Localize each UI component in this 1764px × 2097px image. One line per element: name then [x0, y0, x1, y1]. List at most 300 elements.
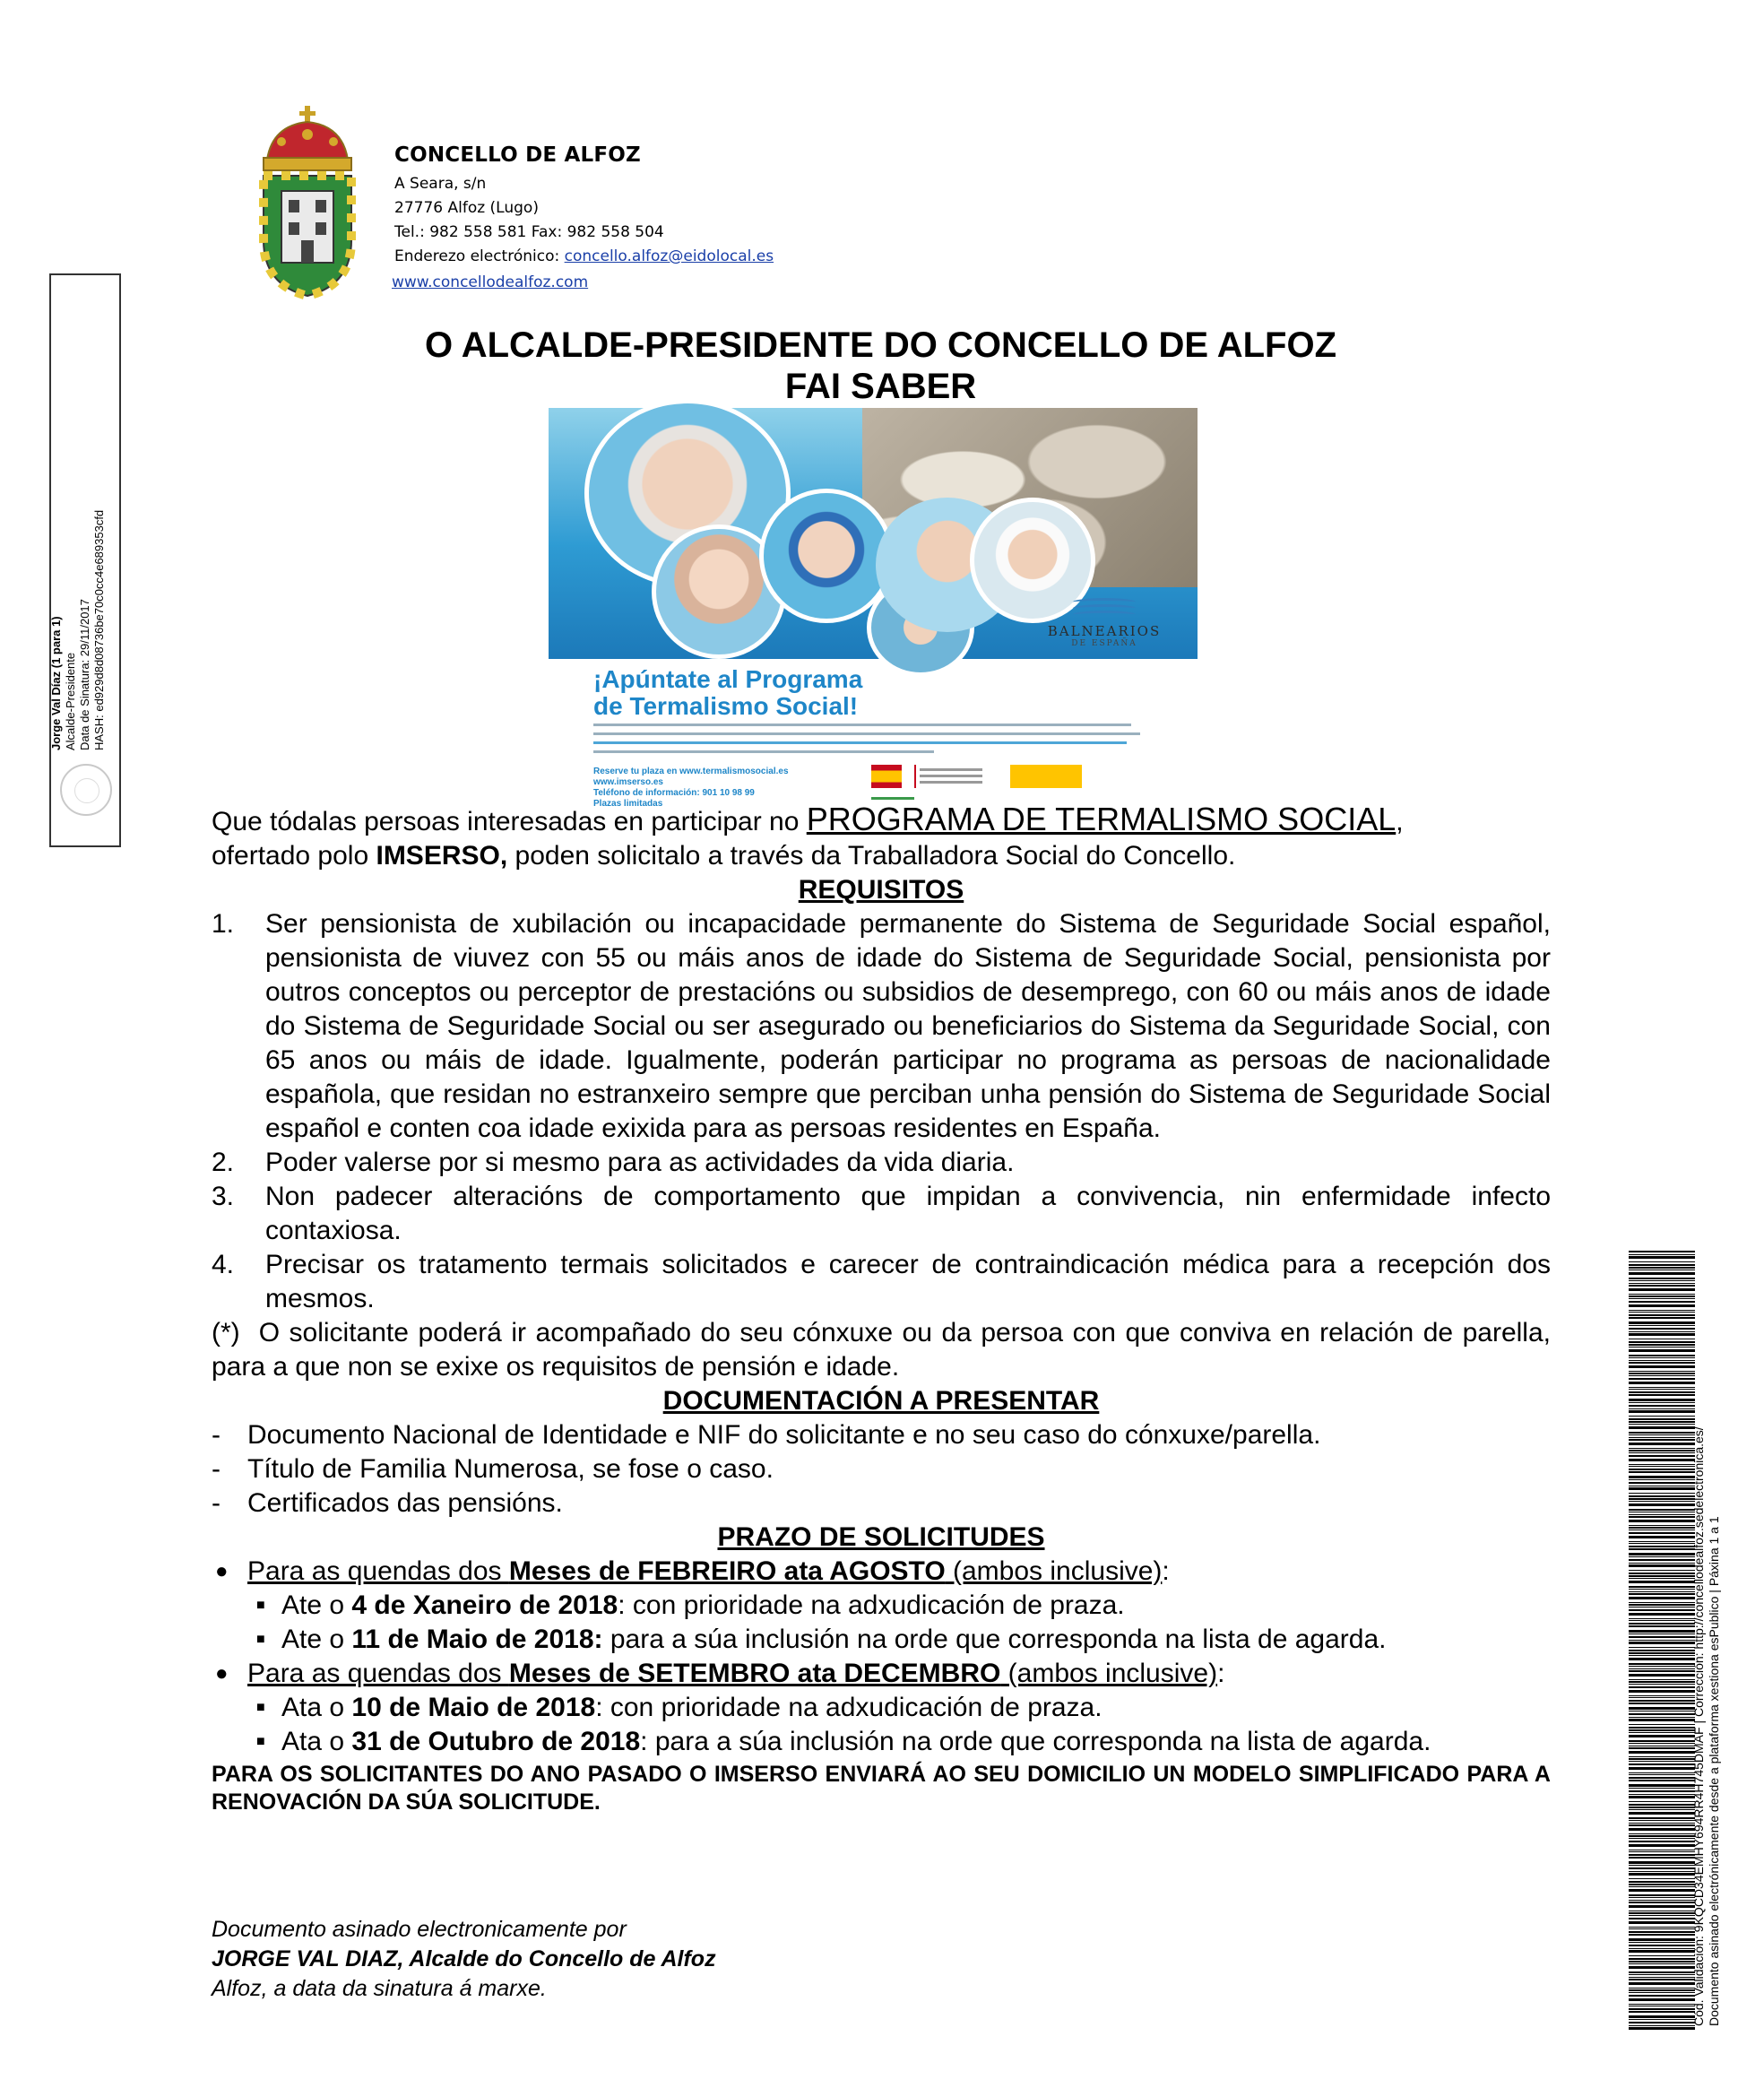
note-text: O solicitante poderá ir acompañado do seu cónxuxe ou da persoa con que conviva en relación de parella, para a que non se exixe os requisitos de pensión e idade. — [212, 1318, 1551, 1382]
barcode-bar — [1629, 1915, 1695, 1916]
barcode-bar — [1629, 1609, 1695, 1611]
barcode-bar — [1629, 1264, 1695, 1266]
barcode-bar — [1629, 2011, 1695, 2013]
barcode-bar — [1629, 1503, 1695, 1506]
prazo-item-text: : con prioridade na adxudicación de praza. — [618, 1590, 1125, 1620]
termalismo-poster-image — [549, 408, 1198, 809]
barcode-bar — [1629, 1459, 1695, 1461]
barcode-bar — [1629, 1740, 1695, 1742]
government-logos — [871, 765, 1140, 792]
barcode-bar — [1629, 1998, 1695, 2001]
documentacion-text: Título de Familia Numerosa, se fose o caso. — [247, 1454, 774, 1484]
organization-phone: Tel.: 982 558 581 Fax: 982 558 504 — [394, 223, 664, 241]
signature-date: Data de Sinatura: 29/11/2017 — [78, 599, 91, 750]
barcode-bar — [1629, 1321, 1695, 1324]
barcode-bar — [1629, 1772, 1695, 1773]
barcode-bar — [1629, 1452, 1695, 1453]
barcode-bar — [1629, 1455, 1695, 1457]
prazo-item-date: 4 de Xaneiro de 2018 — [351, 1590, 618, 1620]
barcode-bar — [1629, 1971, 1695, 1973]
barcode-bar — [1629, 1434, 1695, 1435]
documentacion-heading: DOCUMENTACIÓN A PRESENTAR — [662, 1386, 1100, 1416]
signer-name: Jorge Val Díaz (1 para 1) — [49, 616, 63, 750]
barcode-bar — [1629, 1881, 1695, 1883]
barcode-bar — [1629, 1679, 1695, 1680]
barcode-bar — [1629, 1272, 1695, 1275]
barcode-bar — [1629, 1543, 1695, 1544]
barcode-bar — [1629, 1681, 1695, 1683]
poster-headline-line-2: de Termalismo Social! — [593, 692, 859, 720]
requisitos-note — [212, 1316, 1551, 1384]
barcode-bar — [1629, 1357, 1695, 1358]
coat-of-arms-logo — [255, 106, 360, 299]
barcode-bar — [1629, 1900, 1695, 1901]
barcode-bar — [1629, 1589, 1695, 1590]
barcode-bar — [1629, 1902, 1695, 1903]
poster-headline-line-1: ¡Apúntate al Programa — [593, 665, 863, 693]
barcode-bar — [1629, 1541, 1695, 1542]
barcode-bar — [1629, 1426, 1695, 1429]
barcode-bar — [1629, 1871, 1695, 1872]
prazo-item — [212, 1589, 1551, 1623]
barcode-bar — [1629, 1408, 1695, 1409]
barcode-bar — [1629, 1618, 1695, 1619]
barcode-bar — [1629, 1838, 1695, 1839]
prazo-item-text: para a súa inclusión na orde que corresponda na lista de agarda. — [602, 1625, 1387, 1654]
intro-text: Que tódalas persoas interesadas en participar no — [212, 807, 807, 836]
signature-stamp-text — [49, 510, 107, 750]
barcode-bar — [1629, 1743, 1695, 1744]
barcode-bar — [1629, 1684, 1695, 1685]
barcode-bar — [1629, 1365, 1695, 1368]
requisitos-heading: REQUISITOS — [798, 875, 964, 905]
imserso-name: IMSERSO, — [376, 841, 508, 871]
barcode-bar — [1629, 1955, 1695, 1956]
barcode-bar — [1629, 1647, 1695, 1648]
barcode-bar — [1629, 1471, 1695, 1473]
barcode-bar — [1629, 1963, 1695, 1964]
barcode-bar — [1629, 1476, 1695, 1478]
barcode-bar — [1629, 1824, 1695, 1826]
email-link[interactable]: concello.alfoz@eidolocal.es — [564, 247, 774, 265]
barcode-bar — [1629, 1387, 1695, 1388]
barcode-bar — [1629, 1399, 1695, 1401]
barcode-bar — [1629, 1493, 1695, 1494]
prazo-heading: PRAZO DE SOLICITUDES — [717, 1522, 1045, 1552]
barcode-bar — [1629, 1961, 1695, 1963]
barcode-bar — [1629, 1640, 1695, 1641]
organization-name: CONCELLO DE ALFOZ — [394, 143, 641, 167]
intro-text: ofertado polo — [212, 841, 376, 871]
prazo-group-post: (ambos inclusive) — [945, 1556, 1163, 1586]
barcode-bar — [1629, 1570, 1695, 1571]
barcode-bar — [1629, 1703, 1695, 1704]
barcode-bar — [1629, 1989, 1695, 1991]
barcode-bar — [1629, 1982, 1695, 1985]
organization-postal-code: 27776 Alfoz (Lugo) — [394, 199, 539, 217]
barcode-bar — [1629, 1928, 1695, 1929]
barcode-bar — [1629, 1525, 1695, 1526]
note-marker: (*) — [212, 1318, 240, 1347]
barcode-bar — [1629, 1861, 1695, 1864]
barcode-bar — [1629, 1697, 1695, 1698]
barcode-bar — [1629, 1410, 1695, 1413]
barcode-bar — [1629, 1328, 1695, 1330]
barcode-bar — [1629, 1432, 1695, 1434]
document-body — [212, 802, 1551, 1816]
poster-headline — [593, 666, 862, 720]
barcode-bar — [1629, 1559, 1695, 1561]
barcode-bar — [1629, 1835, 1695, 1837]
barcode-bar — [1629, 1295, 1695, 1297]
barcode-bar — [1629, 1325, 1695, 1326]
barcode-bar — [1629, 1804, 1695, 1806]
barcode-bar — [1629, 1439, 1695, 1441]
barcode-bar — [1629, 1784, 1695, 1787]
secretaria-logo — [1010, 765, 1082, 788]
poster-brand-name: BALNEARIOS — [1047, 623, 1162, 639]
barcode-bar — [1629, 1700, 1695, 1702]
barcode-bar — [1629, 1482, 1695, 1484]
prazo-item — [212, 1623, 1551, 1657]
barcode-bar — [1629, 1774, 1695, 1775]
barcode-bar — [1629, 1817, 1695, 1819]
barcode-bar — [1629, 1341, 1695, 1343]
barcode-bar — [1629, 1563, 1695, 1564]
barcode-bar — [1629, 1844, 1695, 1847]
requisito-number: 3. — [212, 1182, 235, 1211]
barcode-bar — [1629, 1597, 1695, 1599]
barcode-bar — [1629, 1516, 1695, 1518]
prazo-item-date: 31 de Outubro de 2018 — [351, 1727, 641, 1756]
poster-footer-line-4: Plazas limitadas — [593, 799, 663, 809]
barcode-bar — [1629, 1371, 1695, 1372]
barcode-bar — [1629, 1564, 1695, 1567]
bullet-icon: ● — [215, 1661, 229, 1685]
barcode-bar — [1629, 1479, 1695, 1480]
title-line-1: O ALCALDE-PRESIDENTE DO CONCELLO DE ALFOZ — [424, 325, 1337, 365]
barcode-bar — [1629, 1796, 1695, 1798]
barcode-bar — [1629, 1310, 1695, 1311]
prazo-item — [212, 1691, 1551, 1725]
barcode-bar — [1629, 1437, 1695, 1438]
barcode-bar — [1629, 1416, 1695, 1417]
barcode-bar — [1629, 1620, 1695, 1621]
barcode-bar — [1629, 1801, 1695, 1802]
barcode-bar — [1629, 1690, 1695, 1693]
barcode-bar — [1629, 1604, 1695, 1606]
barcode-bar — [1629, 1650, 1695, 1651]
barcode-bar — [1629, 1931, 1695, 1933]
barcode-bar — [1629, 1780, 1695, 1781]
barcode-bar — [1629, 1663, 1695, 1665]
barcode-bar — [1629, 1767, 1695, 1770]
barcode-bar — [1629, 1355, 1695, 1356]
ministry-logo — [914, 765, 997, 788]
prazo-item-text: : para a súa inclusión na orde que corresponda na lista de agarda. — [640, 1727, 1431, 1756]
barcode-bar — [1629, 1642, 1695, 1644]
barcode-bar — [1629, 1581, 1695, 1583]
barcode-bar — [1629, 1652, 1695, 1654]
barcode-bar — [1629, 1593, 1695, 1595]
requisito-text: Poder valerse por si mesmo para as actividades da vida diaria. — [265, 1148, 1015, 1177]
barcode-bar — [1629, 1655, 1695, 1656]
requisito-number: 1. — [212, 909, 235, 939]
barcode-bar — [1629, 1763, 1695, 1765]
barcode-bar — [1629, 1424, 1695, 1425]
signature-hash: HASH: ed929d8d08736be70c0cc4e689353cfd — [92, 509, 106, 750]
barcode-bar — [1629, 1527, 1695, 1529]
signature-line-3: Alfoz, a data da sinatura á marxe. — [212, 1976, 547, 2001]
barcode-bar — [1629, 2015, 1695, 2018]
barcode-bar — [1629, 1857, 1695, 1859]
barcode-bar — [1629, 1807, 1695, 1808]
prazo-item — [212, 1725, 1551, 1759]
barcode-bar — [1629, 1630, 1695, 1633]
poster-fine-print — [593, 724, 1149, 759]
barcode-bar — [1629, 1950, 1695, 1953]
requisito-item — [212, 907, 1551, 1146]
validation-text — [1691, 1426, 1722, 2026]
barcode-bar — [1629, 1751, 1695, 1754]
prazo-item-pre: Ate o — [281, 1590, 352, 1620]
spain-flag-icon — [871, 765, 902, 788]
prazo-item-pre: Ate o — [281, 1625, 352, 1654]
barcode-bar — [1629, 1729, 1695, 1731]
barcode-bar — [1629, 1375, 1695, 1376]
prazo-group-months: Meses de FEBREIRO ata AGOSTO — [508, 1556, 946, 1586]
barcode-bar — [1629, 1979, 1695, 1980]
barcode-bar — [1629, 1707, 1695, 1710]
barcode-bar — [1629, 1894, 1695, 1896]
seal-icon — [60, 764, 112, 816]
barcode-bar — [1629, 1267, 1695, 1269]
barcode-bar — [1629, 1927, 1695, 1928]
barcode-bar — [1629, 1974, 1695, 1975]
barcode-bar — [1629, 1921, 1695, 1924]
barcode-bar — [1629, 1992, 1695, 1993]
barcode-bar — [1629, 1418, 1695, 1420]
prazo-item-pre: Ata o — [281, 1727, 352, 1756]
barcode-bar — [1629, 1344, 1695, 1346]
barcode-bar — [1629, 1349, 1695, 1352]
barcode-bar — [1629, 1378, 1695, 1380]
barcode-bar — [1629, 1897, 1695, 1898]
barcode-bar — [1629, 1466, 1695, 1467]
barcode-bar — [1629, 1546, 1695, 1547]
barcode-bar — [1629, 1317, 1695, 1319]
barcode-bar — [1629, 1886, 1695, 1887]
barcode-bar — [1629, 1668, 1695, 1669]
barcode-bar — [1629, 1509, 1695, 1511]
prazo-item-date: 11 de Maio de 2018: — [351, 1625, 603, 1654]
barcode-bar — [1629, 1934, 1695, 1936]
barcode-bar — [1629, 1747, 1695, 1749]
barcode-bar — [1629, 1556, 1695, 1557]
barcode-bar — [1629, 1905, 1695, 1908]
barcode-bar — [1629, 1514, 1695, 1515]
barcode-bar — [1629, 1666, 1695, 1667]
barcode-bar — [1629, 1251, 1695, 1252]
barcode-bar — [1629, 1532, 1695, 1534]
barcode-bar — [1629, 1501, 1695, 1502]
barcode-bar — [1629, 1487, 1695, 1490]
prazo-group-pre: Para as quendas dos — [247, 1659, 509, 1688]
barcode-bar — [1629, 1591, 1695, 1592]
barcode-bar — [1629, 1758, 1695, 1760]
barcode-bar — [1629, 1362, 1695, 1364]
barcode-bar — [1629, 1443, 1695, 1445]
barcode-bar — [1629, 1724, 1695, 1725]
barcode-bar — [1629, 1261, 1695, 1262]
barcode-bar — [1629, 1382, 1695, 1384]
barcode-bar — [1629, 1548, 1695, 1550]
barcode-bar — [1629, 1658, 1695, 1660]
barcode-bar — [1629, 1573, 1695, 1574]
intro-comma: , — [1396, 807, 1404, 836]
barcode-bar — [1629, 1735, 1695, 1737]
intro-text: poden solicitalo a través da Traballadora Social do Concello. — [507, 841, 1236, 871]
signature-line-2 — [212, 1945, 716, 1974]
barcode-bar — [1629, 1812, 1695, 1815]
barcode-bar — [1629, 2027, 1695, 2030]
signer-full-name: JORGE VAL DIAZ — [212, 1946, 398, 1971]
barcode-bar — [1629, 1727, 1695, 1729]
barcode-bar — [1629, 1995, 1695, 1997]
barcode-bar — [1629, 1294, 1695, 1295]
requisito-item — [212, 1248, 1551, 1316]
documentacion-text: Documento Nacional de Identidade e NIF do solicitante e no seu caso do cónxuxe/parella. — [247, 1420, 1321, 1450]
barcode-bar — [1629, 1966, 1695, 1969]
barcode-bar — [1629, 1389, 1695, 1390]
organization-header — [392, 143, 774, 291]
requisito-number: 4. — [212, 1250, 235, 1279]
barcode-icon — [1629, 1251, 1695, 2035]
barcode-bar — [1629, 2008, 1695, 2010]
intro-paragraph — [212, 802, 1551, 873]
barcode-bar — [1629, 1312, 1695, 1313]
barcode-bar — [1629, 2022, 1695, 2023]
barcode-bar — [1629, 1636, 1695, 1638]
barcode-bar — [1629, 1301, 1695, 1303]
dash-bullet: - — [212, 1420, 220, 1450]
barcode-bar — [1629, 1695, 1695, 1696]
barcode-bar — [1629, 1719, 1695, 1721]
prazo-item-text: : con prioridade na adxudicación de praza. — [595, 1693, 1102, 1722]
barcode-bar — [1629, 1269, 1695, 1270]
barcode-bar — [1629, 1450, 1695, 1451]
barcode-bar — [1629, 1278, 1695, 1279]
barcode-bar — [1629, 1788, 1695, 1789]
barcode-bar — [1629, 1331, 1695, 1332]
poster-footer-line-2: www.imserso.es — [593, 777, 663, 787]
signature-line-1: Documento asinado electronicamente por — [212, 1917, 627, 1942]
validation-line-1: Cód. Validación: 9KQCD34EMHY694RR4H745DMAF | Corrección: http://concellodealfoz.sedelectronica.es/ — [1691, 1426, 1706, 2026]
barcode-bar — [1629, 1314, 1695, 1316]
prazo-group-months: Meses de SETEMBRO ata DECEMBRO — [508, 1659, 1001, 1688]
square-bullet-icon: ■ — [256, 1700, 265, 1715]
barcode-bar — [1629, 1280, 1695, 1281]
prazo-group-title — [247, 1659, 1217, 1688]
balnearios-logo — [1033, 596, 1176, 648]
barcode-bar — [1629, 1623, 1695, 1625]
barcode-bar — [1629, 1254, 1695, 1255]
documentacion-item — [212, 1418, 1551, 1452]
website-link[interactable]: www.concellodealfoz.com — [392, 273, 589, 291]
requisito-text: Ser pensionista de xubilación ou incapacidade permanente do Sistema de Seguridade Social español, pensionista de viuvez con 55 ou máis anos de idade do Sistema de Seguridade Social, pensionista por outros conceptos ou perceptor de prestacións ou subsidios de desemprego, con 60 ou máis anos de idade do Sistema de Seguridade Social ou ser asegurado ou beneficiarios do Sistema da Seguridade Social, con 65 anos ou máis de idade. Igualmente, poderán participar no programa as persoas de nacionalidade española, que residan no estranxeiro sempre que perciban unha pensión do Sistema de Seguridade Social español e conten coa idade exixida para as persoas residentes en España. — [265, 909, 1551, 1143]
prazo-item-date: 10 de Maio de 2018 — [351, 1693, 596, 1722]
square-bullet-icon: ■ — [256, 1632, 265, 1647]
waves-icon — [1073, 596, 1136, 620]
barcode-bar — [1629, 1373, 1695, 1374]
barcode-bar — [1629, 1958, 1695, 1960]
requisito-item — [212, 1180, 1551, 1248]
barcode-bar — [1629, 1713, 1695, 1715]
prazo-group — [212, 1657, 1551, 1691]
barcode-bar — [1629, 1777, 1695, 1779]
barcode-bar — [1629, 1498, 1695, 1500]
prazo-group-colon: : — [1162, 1556, 1170, 1586]
requisito-text: Precisar os tratamento termais solicitados e carecer de contraindicación médica para a recepción dos mesmos. — [265, 1250, 1551, 1313]
prazo-group-pre: Para as quendas dos — [247, 1556, 509, 1586]
barcode-bar — [1629, 1495, 1695, 1497]
barcode-bar — [1629, 1298, 1695, 1299]
barcode-bar — [1629, 1553, 1695, 1555]
documentacion-item — [212, 1486, 1551, 1521]
poster-footer-line-3: Teléfono de información: 901 10 98 99 — [593, 788, 755, 798]
barcode-bar — [1629, 1761, 1695, 1762]
barcode-bar — [1629, 1464, 1695, 1465]
barcode-bar — [1629, 1865, 1695, 1866]
bullet-icon: ● — [215, 1559, 229, 1583]
barcode-bar — [1629, 1873, 1695, 1876]
barcode-bar — [1629, 1256, 1695, 1259]
title-line-2: FAI SABER — [784, 367, 977, 406]
barcode-bar — [1629, 1578, 1695, 1579]
email-label: Enderezo electrónico: — [394, 247, 565, 265]
barcode-bar — [1629, 1333, 1695, 1336]
barcode-bar — [1629, 1918, 1695, 1919]
barcode-bar — [1629, 1288, 1695, 1291]
signature-block — [212, 1915, 716, 2004]
barcode-bar — [1629, 1809, 1695, 1810]
barcode-bar — [1629, 1912, 1695, 1914]
barcode-bar — [1629, 1633, 1695, 1634]
barcode-bar — [1629, 1520, 1695, 1522]
barcode-bar — [1629, 1945, 1695, 1946]
barcode-bar — [1629, 1283, 1695, 1284]
poster-portrait — [759, 489, 894, 623]
barcode-bar — [1629, 1402, 1695, 1403]
prazo-item-pre: Ata o — [281, 1693, 352, 1722]
barcode-bar — [1629, 1833, 1695, 1834]
barcode-bar — [1629, 1717, 1695, 1718]
barcode-bar — [1629, 1948, 1695, 1949]
prazo-group-title — [247, 1556, 1162, 1586]
barcode-bar — [1629, 1448, 1695, 1449]
organization-email-line — [394, 245, 774, 269]
signer-title: , Alcalde do Concello de Alfoz — [397, 1946, 716, 1971]
barcode-bar — [1629, 1686, 1695, 1688]
prazo-group-colon: : — [1217, 1659, 1225, 1688]
requisito-text: Non padecer alteracións de comportamento que impidan a convivencia, nin enfermidade infecto contaxiosa. — [265, 1182, 1551, 1245]
barcode-bar — [1629, 1732, 1695, 1733]
barcode-bar — [1629, 1405, 1695, 1407]
signer-role: Alcalde-Presidente — [64, 652, 77, 750]
barcode-bar — [1629, 1469, 1695, 1470]
barcode-bar — [1629, 1841, 1695, 1842]
barcode-bar — [1629, 1867, 1695, 1869]
